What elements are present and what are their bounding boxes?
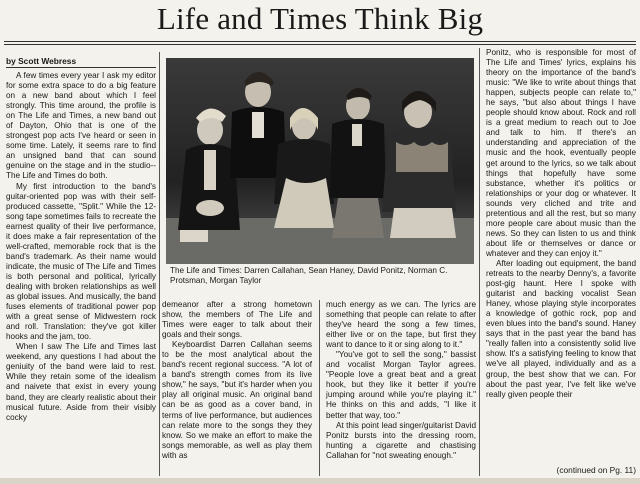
paragraph: Keyboardist Darren Callahan seems to be the most analytical about the band's recent regional success. "A lot of a band's strength comes from its live show," he says, "but it's harder when you play all original music. An original band can be as good as a cover band, in terms of live performance, but audiences can relate more to the songs they they know. So we make an effort to make the songs memorable, as well as play them with as [162,340,312,460]
paragraph: A few times every year I ask my editor for some extra space to do a big feature on a new band about which I feel strongly. This time around, the profile is on The Life and Times, a new band out of Dayton, Ohio that is one of the strongest pop acts I've heard or seen in some time. Lately, it seems rare to find an unsigned band that can sound genuine on the stage and in the studio--The Life and Times do both. [6,71,156,181]
paragraph: Ponitz, who is responsible for most of The Life and Times' lyrics, explains his theory on the importance of the band's music: "We like to write about things that happen, subjects people can relate to," he says, "but also about things I have people should know about. Rock and roll is a great medium to reach out to Joe and talk to him. If there's an understanding and appreciation of the music and the hook, eventually people get around to the lyrics, so we talk about things that hopefully have some substance, whether it's politics or relationships or your dog or whatever. It sounds very cliched and trite and pretentious and all the rest, but so many more people care about music than the news. So they can listen to us and think about life or themselves or dance or whatever and they can enjoy it." [486,48,636,258]
column-middle-2 [326,300,476,461]
paragraph: demeanor after a strong hometown show, the members of The Life and Times were eager to talk about their goals and their songs. [162,300,312,340]
headline-rule-bottom [4,44,636,45]
paragraph: "You've got to sell the song," bassist and vocalist Morgan Taylor agrees. "People love a great beat and a great hook, but they like it better if you're jumping around while you're playing it." He thinks on this and adds, "I like it better that way, too." [326,350,476,420]
headline: Life and Times Think Big [156,1,484,36]
band-photo-image [166,58,474,264]
page-edge [0,478,640,484]
column-divider [319,300,320,476]
byline: by Scott Webress [6,56,77,66]
paragraph: When I saw The Life and Times last weekend, any questions I had about the geniuity of the band were laid to rest. While they retain some of the idealism and naivete that exist in every young band, they are clearly realistic about their musical future. Aside from their visibly cocky [6,342,156,422]
continued-note: (continued on Pg. 11) [556,465,636,475]
band-photo [166,58,474,264]
column-left [6,71,156,423]
paragraph: My first introduction to the band's guitar-oriented pop was with their self-produced cassette, "Split." While the 12-song tape sometimes fails to recreate the earnest quality of their live performance, it does make a fair representation of the well-crafted, memorable rock that is the band's trademark. As their name would indicate, the music of The Life and Times is both personal and political, lyrically dealing with broken relationships as well as global issues. And musically, the band fuses elements of traditional power pop with a great sense of Midwestern rock and roll. Translation: they've got killer hooks and the jam, too. [6,181,156,342]
paragraph: At this point lead singer/guitarist David Ponitz bursts into the dressing room, hunting a cigarette and chastising Callahan for "not sweating enough." [326,420,476,460]
column-divider [159,52,160,476]
column-middle-1 [162,300,312,461]
column-divider [479,48,480,476]
photo-caption: The Life and Times: Darren Callahan, Sean Haney, David Ponitz, Norman C. Protsman, Morgan Taylor [170,266,448,285]
headline-rule-top [4,41,636,42]
column-right [486,48,636,400]
paragraph: much energy as we can. The lyrics are something that people can relate to after they've heard the song a few times, either live or on the tape, but first they want to dance to it or sing along to it." [326,300,476,350]
paragraph: After loading out equipment, the band retreats to the nearby Denny's, a favorite post-gig haunt. Here I spoke with guitarist and backing vocalist Sean Haney, whose playing style incorporates a knowledge of gothic rock, pop and even blues into the band's sound. Haney says that in the past year the band has "really fallen into a consistently solid live show. It's a satisfying feeling to know that we've all played, individually and as a group, the best show that we can. For about the past year, I've felt like we've really given people their [486,258,636,399]
byline-rule [6,67,156,68]
